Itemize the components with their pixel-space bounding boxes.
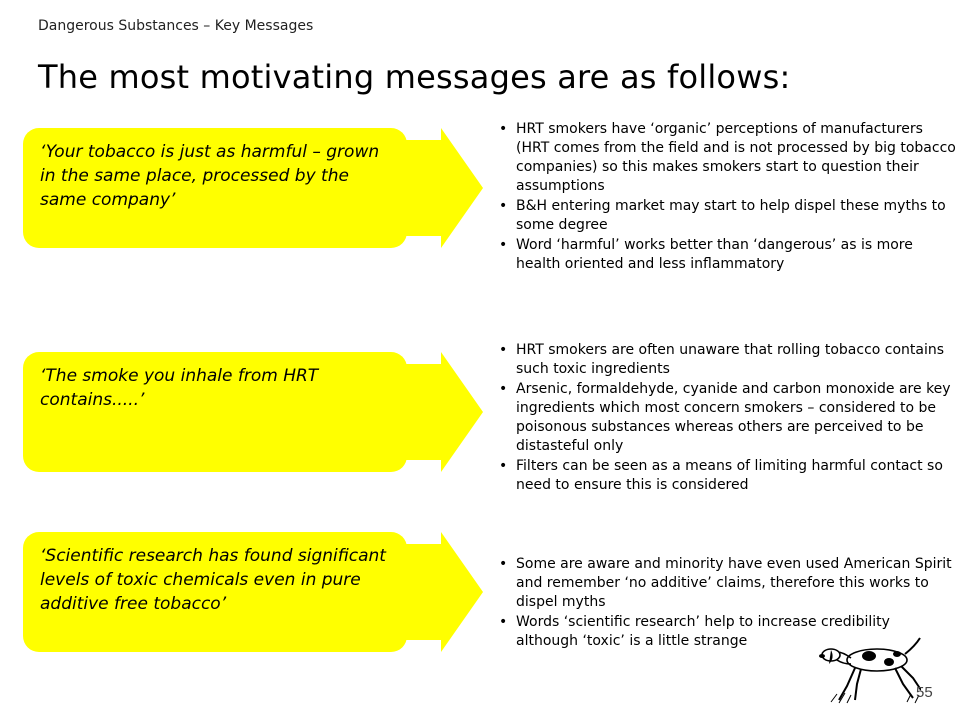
quote-text: ‘Your tobacco is just as harmful – grown in the same place, processed by the same company’ <box>40 142 380 210</box>
bullet-item: • B&H entering market may start to help dispel these myths to some degree <box>496 197 956 235</box>
arrow-icon <box>401 532 483 652</box>
bullet-item: • HRT smokers have ‘organic’ perceptions of manufacturers (HRT comes from the field and is not processed by big tobacco companies) so this makes smokers start to question their assumptions <box>496 120 956 196</box>
bullet-list-2 <box>496 341 956 496</box>
page-number: 55 <box>916 684 933 701</box>
quote-box-3 <box>23 532 407 652</box>
section-label: Dangerous Substances – Key Messages <box>38 18 314 34</box>
bullet-item: • Word ‘harmful’ works better than ‘dangerous’ as is more health oriented and less inflammatory <box>496 236 956 274</box>
bullet-item: • Words ‘scientific research’ help to increase credibility although ‘toxic’ is a little strange <box>496 613 956 651</box>
arrow-icon <box>401 128 483 248</box>
bullet-list-1 <box>496 120 956 275</box>
quote-box-2 <box>23 352 407 472</box>
bullet-item: • Filters can be seen as a means of limiting harmful contact so need to ensure this is considered <box>496 457 956 495</box>
arrow-icon <box>401 352 483 472</box>
quote-box-1 <box>23 128 407 248</box>
quote-text: ‘The smoke you inhale from HRT contains.....’ <box>40 366 319 410</box>
bullet-item: • Arsenic, formaldehyde, cyanide and carbon monoxide are key ingredients which most concern smokers – considered to be poisonous substances whereas others are perceived to be distasteful only <box>496 380 956 456</box>
page-title: The most motivating messages are as follows: <box>38 58 791 96</box>
pointer-dog-icon <box>817 634 921 704</box>
bullet-item: • HRT smokers are often unaware that rolling tobacco contains such toxic ingredients <box>496 341 956 379</box>
bullet-item: • Some are aware and minority have even used American Spirit and remember ‘no additive’ claims, therefore this works to dispel myths <box>496 555 956 612</box>
quote-text: ‘Scientific research has found significant levels of toxic chemicals even in pure additive free tobacco’ <box>40 546 386 614</box>
